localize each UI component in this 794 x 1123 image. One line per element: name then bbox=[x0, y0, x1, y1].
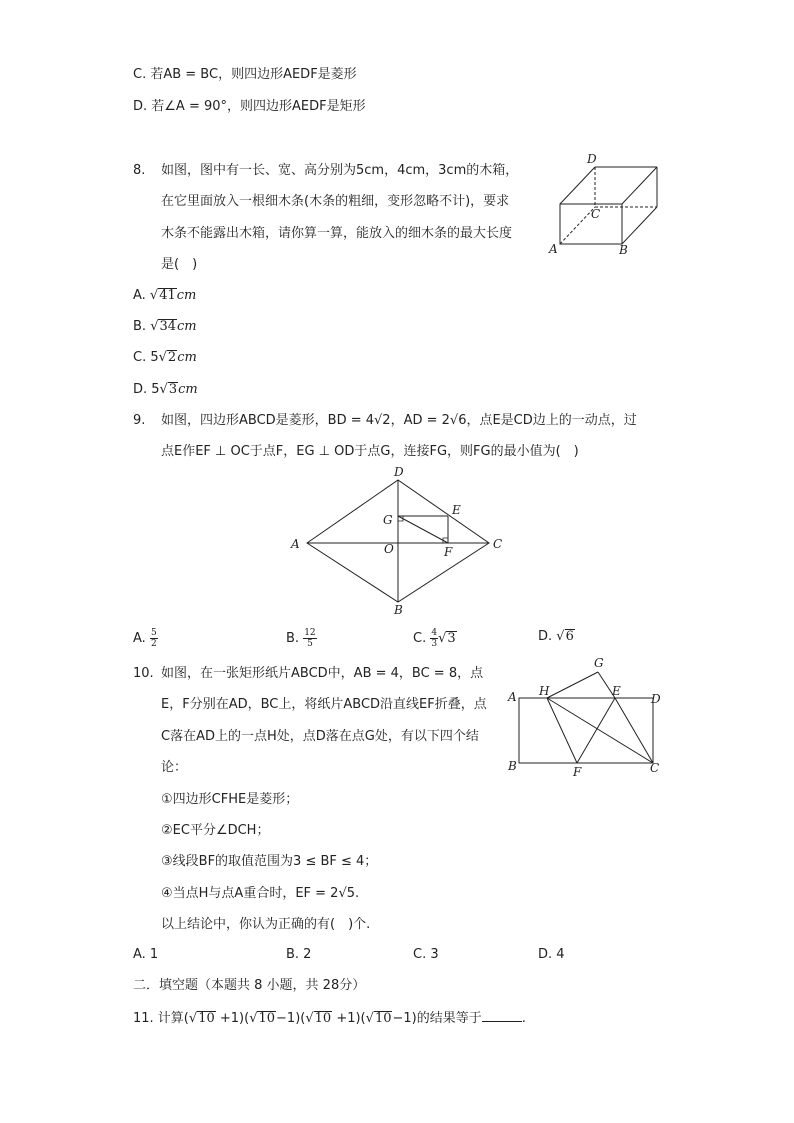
q8-text-line4: 是( ) bbox=[161, 257, 198, 272]
q10-label-c: C bbox=[650, 761, 660, 775]
q8-number: 8. bbox=[133, 163, 146, 178]
q8-text-line3: 木条不能露出木箱，请你算一算，能放入的细木条的最大长度 bbox=[161, 226, 513, 241]
q9-label-g: G bbox=[383, 513, 393, 527]
q10-prompt: 以上结论中，你认为正确的有( )个. bbox=[161, 917, 371, 932]
q8-label-b: B bbox=[619, 243, 628, 257]
q9-text-line1: 如图，四边形ABCD是菱形，BD = 4√2，AD = 2√6，点E是CD边上的一动点，过 bbox=[161, 413, 637, 428]
q10-label-f: F bbox=[573, 765, 582, 779]
q10-text-line1: 如图，在一张矩形纸片ABCD中，AB = 4，BC = 8，点 bbox=[161, 666, 484, 681]
q10-conclusion-2: ②EC平分∠DCH； bbox=[161, 823, 270, 838]
q7-option-c: C. 若AB = BC，则四边形AEDF是菱形 bbox=[133, 67, 357, 82]
q8-text-line1: 如图，图中有一长、宽、高分别为5cm，4cm，3cm的木箱， bbox=[161, 163, 519, 178]
q10-option-b: B. 2 bbox=[286, 947, 312, 962]
q10-conclusion-4: ④当点H与点A重合时，EF = 2√5. bbox=[161, 886, 360, 901]
q11-text: 11. 计算(√10 +1)(√10−1)(√10 +1)(√10−1)的结果等于 . bbox=[133, 1011, 526, 1026]
q10-label-h: H bbox=[539, 684, 550, 698]
q8-label-a: A bbox=[549, 242, 558, 256]
q10-label-e: E bbox=[612, 684, 621, 698]
q9-option-c: C. $\frac{4}{3}$ √3 bbox=[413, 628, 456, 649]
q11-answer-blank[interactable] bbox=[482, 1009, 522, 1022]
q9-label-d: D bbox=[394, 465, 404, 479]
q8-option-c: C. 5√2cm bbox=[133, 350, 197, 365]
q10-label-b: B bbox=[508, 759, 517, 773]
q10-label-g: G bbox=[594, 656, 604, 670]
q9-label-a: A bbox=[291, 537, 300, 551]
q10-label-d: D bbox=[651, 692, 661, 706]
q10-text-line2: E，F分别在AD，BC上，将纸片ABCD沿直线EF折叠，点 bbox=[161, 697, 487, 712]
q10-conclusion-3: ③线段BF的取值范围为3 ≤ BF ≤ 4； bbox=[161, 854, 378, 869]
q9-label-b: B bbox=[394, 603, 403, 617]
q8-option-a: A. √41cm bbox=[133, 288, 197, 303]
q9-option-d: D. √6 bbox=[538, 629, 574, 644]
q9-label-o: O bbox=[384, 542, 394, 556]
q9-number: 9. bbox=[133, 413, 146, 428]
q9-text-line2: 点E作EF ⊥ OC于点F，EG ⊥ OD于点G，连接FG，则FG的最小值为( ) bbox=[161, 444, 579, 459]
section-2-title: 二．填空题（本题共 8 小题，共 28分） bbox=[133, 978, 366, 993]
q9-rhombus-figure bbox=[285, 462, 510, 617]
q8-label-c: C bbox=[591, 207, 601, 221]
q10-number: 10. bbox=[133, 666, 154, 681]
q9-label-e: E bbox=[452, 503, 461, 517]
q7-option-d: D. 若∠A = 90°，则四边形AEDF是矩形 bbox=[133, 99, 366, 114]
q9-option-a: A. $\frac{5}{2}$ bbox=[133, 628, 157, 649]
q10-option-d: D. 4 bbox=[538, 947, 565, 962]
q8-label-d: D bbox=[587, 152, 597, 166]
q8-text-line2: 在它里面放入一根细木条(木条的粗细，变形忽略不计)，要求 bbox=[161, 194, 510, 209]
q10-text-line4: 论： bbox=[161, 760, 188, 775]
q10-fold-figure bbox=[500, 650, 670, 780]
q10-option-c: C. 3 bbox=[413, 947, 439, 962]
q9-label-c: C bbox=[493, 537, 503, 551]
q9-label-f: F bbox=[444, 545, 453, 559]
q10-option-a: A. 1 bbox=[133, 947, 159, 962]
q10-text-line3: C落在AD上的一点H处，点D落在点G处，有以下四个结 bbox=[161, 729, 479, 744]
q8-box-figure bbox=[545, 150, 670, 260]
q9-option-b: B. $\frac{12}{5}$ bbox=[286, 628, 316, 649]
q10-conclusion-1: ①四边形CFHE是菱形； bbox=[161, 792, 299, 807]
q10-label-a: A bbox=[508, 690, 517, 704]
q8-option-d: D. 5√3cm bbox=[133, 382, 198, 397]
q8-option-b: B. √34cm bbox=[133, 319, 197, 334]
